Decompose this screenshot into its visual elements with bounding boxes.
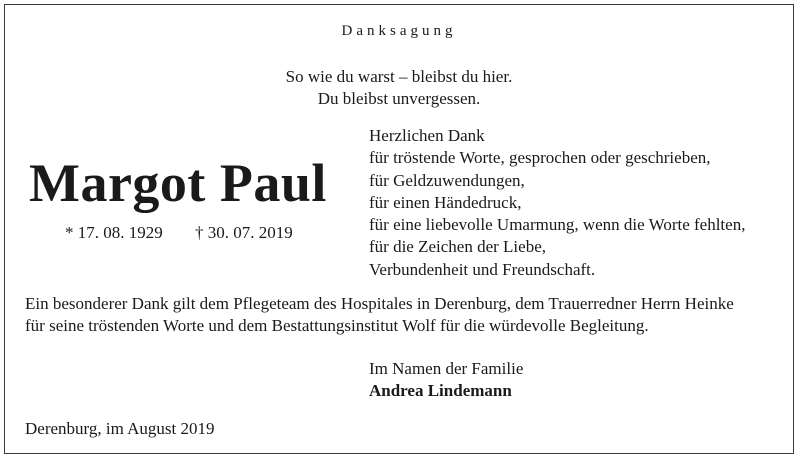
place-date: Derenburg, im August 2019 — [25, 419, 215, 438]
obituary-notice — [4, 4, 794, 454]
signer-name: Andrea Lindemann — [369, 381, 512, 400]
special-thanks — [25, 293, 734, 337]
poem — [5, 66, 793, 110]
deceased-name: Margot Paul — [29, 153, 327, 213]
special-thanks-line: Ein besonderer Dank gilt dem Pflegeteam des Hospitales in Derenburg, dem Trauerredner Herrn Heinke — [25, 294, 734, 313]
thanks-line: für einen Händedruck, — [369, 192, 522, 212]
life-dates — [65, 223, 293, 243]
death-date: † 30. 07. 2019 — [195, 223, 293, 242]
birth-date: * 17. 08. 1929 — [65, 223, 163, 242]
thanks-line: für tröstende Worte, gesprochen oder geschrieben, — [369, 148, 711, 168]
poem-line: Du bleibst unvergessen. — [317, 89, 481, 108]
poem-line: So wie du warst – bleibst du hier. — [285, 67, 513, 86]
thanks-line: für eine liebevolle Umarmung, wenn die Worte fehlten, — [369, 215, 746, 235]
signature-intro: Im Namen der Familie — [369, 359, 524, 378]
thanks-line: für Geldzuwendungen, — [369, 170, 525, 190]
thanks-line: Verbundenheit und Freundschaft. — [369, 259, 596, 279]
special-thanks-line: für seine tröstenden Worte und dem Bestattungsinstitut Wolf für die würdevolle Begleitung. — [25, 316, 649, 335]
thanks-line: Herzlichen Dank — [369, 126, 485, 145]
thanks-list — [369, 125, 745, 281]
thanks-line: für die Zeichen der Liebe, — [369, 237, 546, 257]
notice-heading: Danksagung — [341, 23, 457, 39]
signature-block — [369, 358, 523, 402]
